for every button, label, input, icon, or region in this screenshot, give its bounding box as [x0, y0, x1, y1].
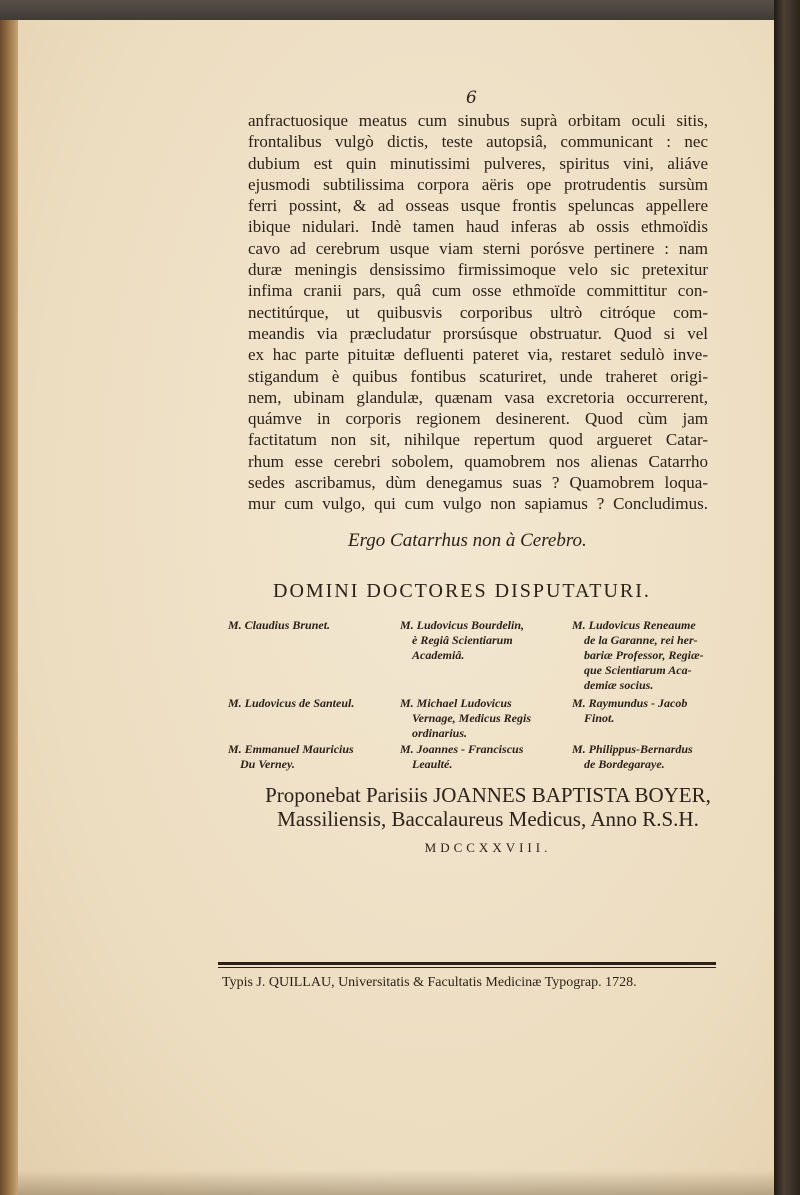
body-paragraph [248, 110, 708, 515]
doctor-line: ordinarius. [412, 726, 468, 740]
doctor-line: Finot. [584, 711, 615, 725]
body-line: duræ meningis densissimo firmissimoque velo sic pretexitur [248, 260, 708, 280]
body-line: anfractuosique meatus cum sinubus suprà orbitam oculi sitis, [248, 111, 708, 130]
doctor-entry [228, 696, 398, 711]
body-line: ferri possint, & ad osseas usque frontis speluncas appellere [248, 196, 708, 216]
printer-imprint: Typis J. QUILLAU, Universitatis & Facultatis Medicinæ Typograp. 1728. [222, 975, 637, 990]
doctor-line: que Scientiarum Aca- [584, 663, 692, 677]
doctors-heading: DOMINI DOCTORES DISPUTATURI. [273, 580, 651, 602]
body-line: mur cum vulgo, qui cum vulgo non sapiamus ? Concludimus. [248, 494, 708, 514]
body-line: ibique nidulari. Indè tamen haud inferas ab ossis ethmoïdis [248, 217, 708, 237]
body-line: nem, ubinam glandulæ, quænam vasa excretoria occurrerent, [248, 387, 708, 407]
doctor-line: demiæ socius. [584, 678, 654, 692]
doctor-line: Academiâ. [412, 648, 465, 662]
doctor-line: M. Ludovicus Reneaume [572, 618, 696, 632]
doctor-line: Du Verney. [240, 757, 295, 771]
doctor-line: M. Emmanuel Mauricius [228, 742, 354, 756]
doctor-entry [572, 696, 732, 726]
doctor-entry [400, 742, 560, 772]
body-line: dubium est quin minutissimi pulveres, spiritus vini, aliáve [248, 153, 708, 173]
conclusion-line: Ergo Catarrhus non à Cerebro. [348, 530, 587, 551]
doctor-line: è Regiâ Scientiarum [412, 633, 513, 647]
horizontal-rule-thin [218, 967, 716, 968]
proponebat-block [248, 783, 728, 831]
doctor-entry [400, 696, 560, 741]
doctor-line: M. Ludovicus de Santeul. [228, 696, 355, 710]
doctor-entry [572, 742, 732, 772]
body-line: nectitúrque, ut quibusvis corporibus ultrò citróque com- [248, 302, 708, 322]
doctor-line: de Bordegaraye. [584, 757, 665, 771]
page-number: 6 [466, 88, 477, 108]
body-line: infima cranii pars, quâ cum osse ethmoïde committitur con- [248, 281, 708, 301]
body-line: sedes ascribamus, dùm denegamus suas ? Quamobrem loqua- [248, 473, 708, 493]
doctor-line: Vernage, Medicus Regis [412, 711, 532, 725]
proponebat-line-1: Proponebat Parisiis JOANNES BAPTISTA BOYER, [265, 783, 711, 807]
doctor-entry [400, 618, 560, 663]
doctor-line: M. Joannes - Franciscus [400, 742, 524, 756]
doctor-line: M. Michael Ludovicus [400, 696, 512, 710]
doctor-entry [228, 742, 398, 772]
doctor-entry [228, 618, 388, 633]
adjacent-page-edge [774, 0, 800, 1195]
body-line: factitatum non sit, nihilque repertum quod argueret Catar- [248, 430, 708, 450]
doctor-line: M. Ludovicus Bourdelin, [400, 618, 525, 632]
doctor-line: de la Garanne, rei her- [584, 633, 698, 647]
doctor-entry [572, 618, 732, 693]
body-line: quámve in corporis regionem desinerent. Quod cùm jam [248, 409, 708, 429]
body-line: ex hac parte pituitæ defluenti pateret via, restaret sedulò inve- [248, 345, 708, 365]
body-line: stigandum è quibus fontibus scaturiret, unde traheret origi- [248, 366, 708, 386]
doctor-line: M. Philippus-Bernardus [572, 742, 693, 756]
page-bottom-shadow [18, 1170, 774, 1195]
horizontal-rule [218, 962, 716, 965]
doctor-line: Leaulté. [412, 757, 453, 771]
document-page [18, 20, 774, 1195]
body-line: rhum esse cerebri sobolem, quamobrem nos alienas Catarrho [248, 451, 708, 471]
doctor-line: M. Claudius Brunet. [228, 618, 331, 632]
proponebat-line-2: Massiliensis, Baccalaureus Medicus, Anno R.S.H. [277, 807, 699, 831]
body-line: cavo ad cerebrum usque viam sterni porósve pertinere : nam [248, 238, 708, 258]
body-line: ejusmodi subtilissima corpora aëris ope protrudentis sursùm [248, 174, 708, 194]
doctor-line: M. Raymundus - Jacob [572, 696, 688, 710]
body-line: meandis via præcludatur prorsúsque obstruatur. Quod si vel [248, 323, 708, 343]
body-line: frontalibus vulgò dictis, teste autopsiâ, communicant : nec [248, 132, 708, 152]
doctor-line: bariæ Professor, Regiæ- [584, 648, 704, 662]
year-line: MDCCXXVIII. [424, 840, 552, 855]
